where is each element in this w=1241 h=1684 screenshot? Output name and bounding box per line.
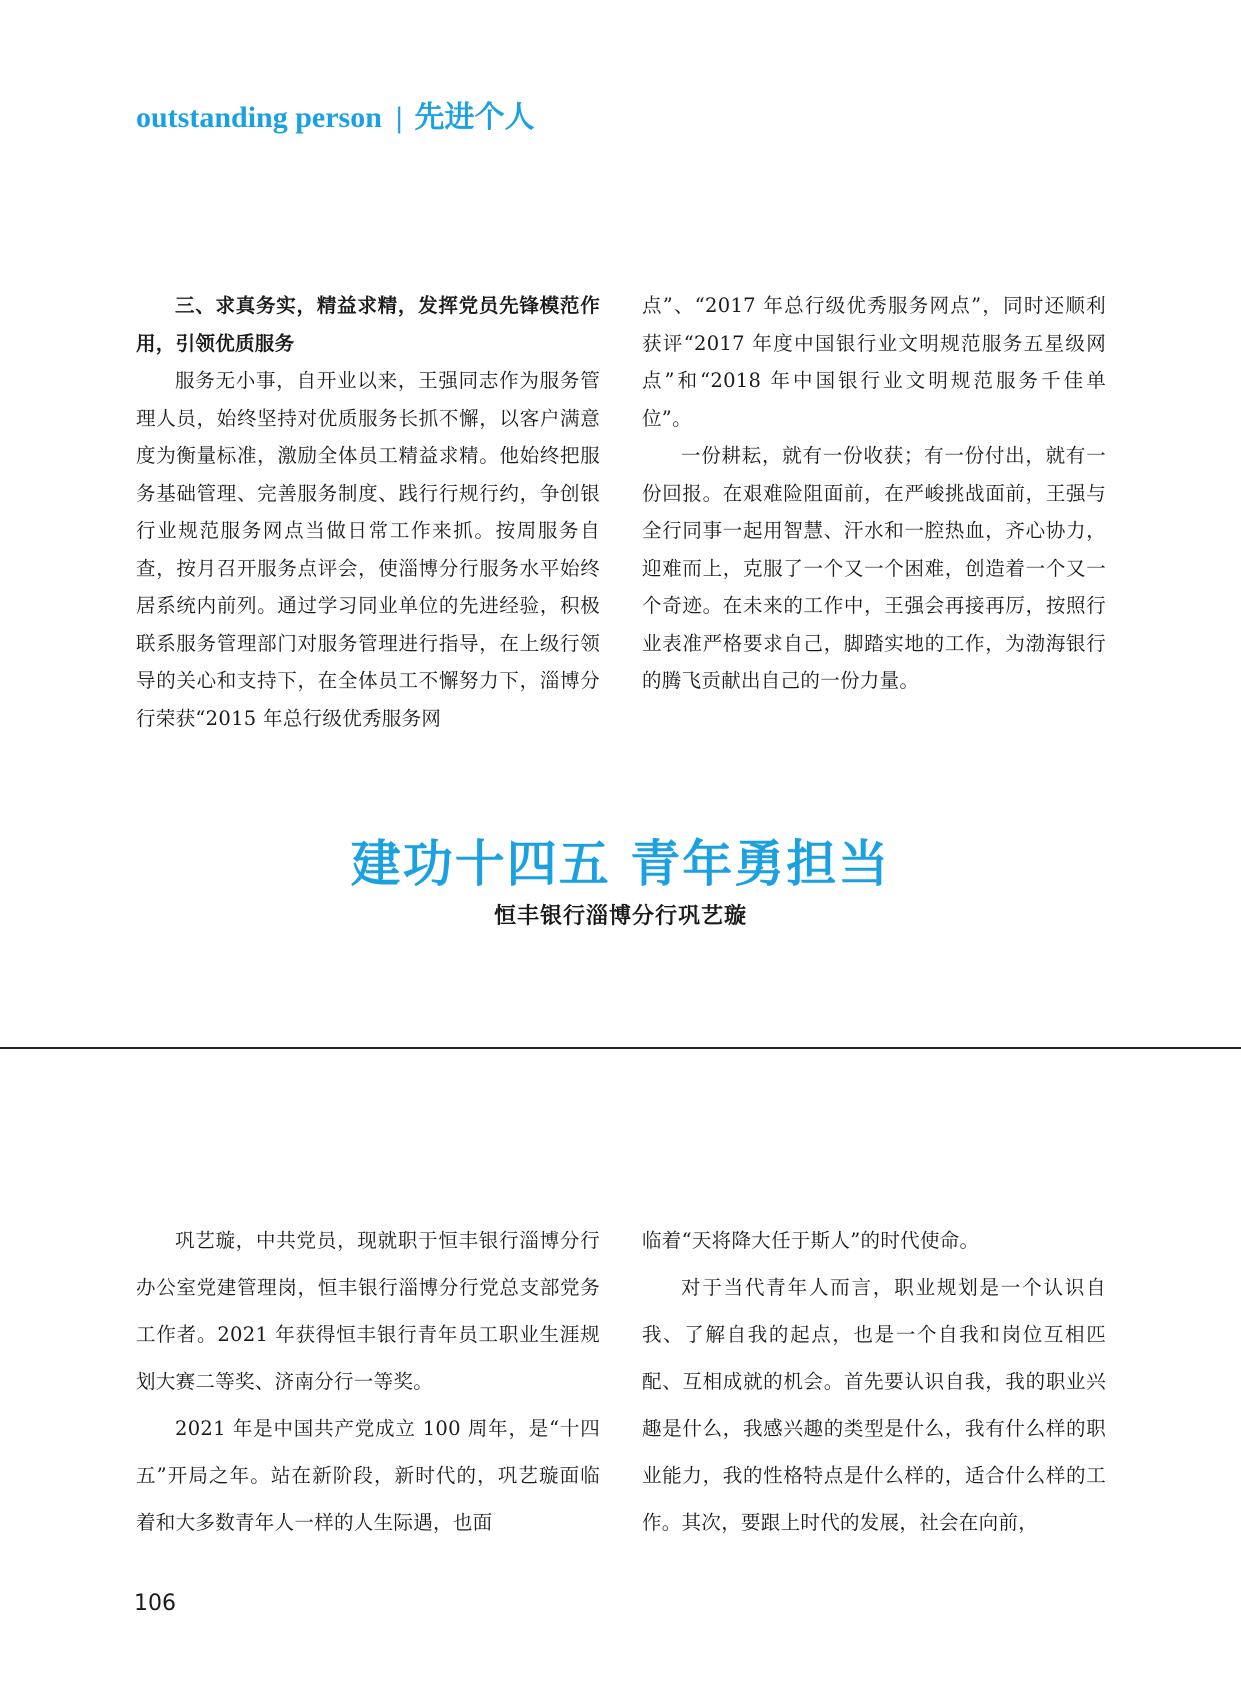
- body-paragraph-continuation: 点”、“2017 年总行级优秀服务网点”，同时还顺利获评“2017 年度中国银行业文明规范服务五星级网点”和“2018 年中国银行业文明规范服务千佳单位”。: [642, 294, 1106, 430]
- page-number: 106: [134, 1591, 176, 1616]
- bottom-right-column: [642, 1217, 1106, 1546]
- section-separator: |: [395, 101, 403, 134]
- body-paragraph-continuation: 临着“天将降大任于斯人”的时代使命。: [642, 1229, 980, 1252]
- top-right-column: [642, 287, 1106, 700]
- section-header: [136, 98, 535, 138]
- top-left-column: [136, 287, 600, 737]
- article-title: 建功十四五 青年勇担当: [350, 835, 891, 893]
- section-label-en: outstanding person: [136, 101, 382, 134]
- body-paragraph: 服务无小事，自开业以来，王强同志作为服务管理人员，始终坚持对优质服务长抓不懈，以客户满意度为衡量标准，激励全体员工精益求精。他始终把服务基础管理、完善服务制度、践行行规行约，争创银行业规范服务网点当做日常工作来抓。按周服务自查，按月召开服务点评会，使淄博分行服务水平始终居系统内前列。通过学习同业单位的先进经验，积极联系服务管理部门对服务管理进行指导，在上级行领导的关心和支持下，在全体员工不懈努力下，淄博分行荣获“2015 年总行级优秀服务网: [136, 369, 600, 730]
- body-paragraph: 对于当代青年人而言，职业规划是一个认识自我、了解自我的起点，也是一个自我和岗位互相匹配、互相成就的机会。首先要认识自我，我的职业兴趣是什么，我感兴趣的类型是什么，我有什么样的职业能力，我的性格特点是什么样的，适合什么样的工作。其次，要跟上时代的发展，社会在向前，: [642, 1276, 1106, 1534]
- article-byline: 恒丰银行淄博分行巩艺璇: [493, 904, 747, 929]
- body-paragraph: 2021 年是中国共产党成立 100 周年，是“十四五”开局之年。站在新阶段，新时代的，巩艺璇面临着和大多数青年人一样的人生际遇，也面: [136, 1417, 600, 1534]
- bottom-left-column: [136, 1217, 600, 1546]
- body-paragraph: 一份耕耘，就有一份收获；有一份付出，就有一份回报。在艰难险阻面前，在严峻挑战面前，王强与全行同事一起用智慧、汗水和一腔热血，齐心协力，迎难而上，克服了一个又一个困难，创造着一个又一个奇迹。在未来的工作中，王强会再接再厉，按照行业表准严格要求自己，脚踏实地的工作，为渤海银行的腾飞贡献出自己的一份力量。: [642, 444, 1106, 692]
- body-paragraph: 巩艺璇，中共党员，现就职于恒丰银行淄博分行办公室党建管理岗，恒丰银行淄博分行党总支部党务工作者。2021 年获得恒丰银行青年员工职业生涯规划大赛二等奖、济南分行一等奖。: [136, 1229, 600, 1393]
- subheading: 三、求真务实，精益求精，发挥党员先锋模范作用，引领优质服务: [136, 294, 600, 355]
- divider-rule: [0, 1047, 1241, 1049]
- section-label-zh: 先进个人: [414, 101, 535, 134]
